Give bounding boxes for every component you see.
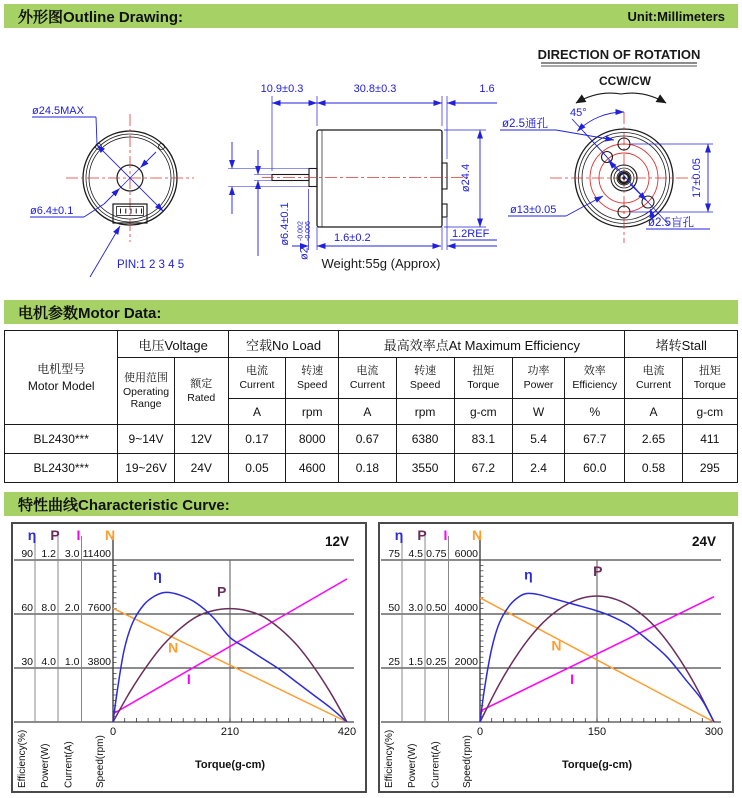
rear-labels <box>30 105 184 271</box>
svg-text:Power(W): Power(W) <box>40 743 51 788</box>
svg-text:0: 0 <box>109 726 117 738</box>
angle-label: 45° <box>570 107 587 119</box>
rear-connector-label: ø6.4±0.1 <box>30 205 74 217</box>
svg-text:4.5: 4.5 <box>408 548 423 560</box>
hole-pitch-label: 17±0.05 <box>691 158 703 198</box>
boss-diameter-label: ø6.4±0.1 <box>279 202 291 246</box>
blind-hole-label: ø2.5盲孔 <box>648 217 695 229</box>
rotation-arrow <box>576 93 666 103</box>
col-operating-range: 使用范围 Operating Range <box>118 358 174 425</box>
body-length-label: 30.8±0.3 <box>353 83 397 95</box>
svg-text:-0.002: -0.002 <box>297 221 305 241</box>
svg-text:300: 300 <box>704 726 724 738</box>
svg-text:25: 25 <box>388 656 400 668</box>
motor-body <box>317 130 442 227</box>
svg-text:50: 50 <box>388 602 400 614</box>
svg-text:1.5: 1.5 <box>408 656 423 668</box>
unit-cell: A <box>339 399 396 425</box>
svg-text:75: 75 <box>388 548 400 560</box>
svg-text:1.2: 1.2 <box>41 548 56 560</box>
rear-view <box>30 105 194 277</box>
model-header: 电机型号 Motor Model <box>5 331 118 425</box>
table-row: BL2430*** 9~14V 12V 0.17 8000 0.67 6380 83.1 5.4 67.7 2.65 411 <box>5 425 738 454</box>
svg-text:Efficiency(%): Efficiency(%) <box>384 729 395 788</box>
bolt-circle-label: ø13±0.05 <box>510 204 557 216</box>
svg-text:210: 210 <box>220 726 240 738</box>
table-row: BL2430*** 19~26V 24V 0.05 4600 0.18 3550 67.2 2.4 60.0 0.58 295 <box>5 454 738 483</box>
svg-text:η: η <box>394 527 404 543</box>
ref-label: 1.2REF <box>452 228 490 240</box>
svg-text:Speed(rpm): Speed(rpm) <box>462 735 473 788</box>
body-diameter-label: ø24.4 <box>460 163 472 193</box>
collar-width-label: 1.6±0.2 <box>334 232 371 244</box>
svg-text:P: P <box>216 583 227 600</box>
svg-text:7600: 7600 <box>87 602 111 614</box>
col-me-efficiency: 效率 Efficiency <box>565 358 625 399</box>
group-no-load: 空载No Load <box>228 331 338 358</box>
svg-text:N: N <box>471 527 483 543</box>
svg-text:3.0: 3.0 <box>408 602 423 614</box>
shaft-length-label: 10.9±0.3 <box>260 83 304 95</box>
svg-text:N: N <box>551 637 562 654</box>
svg-text:8.0: 8.0 <box>41 602 56 614</box>
through-hole-label: ø2.5通孔 <box>502 118 549 130</box>
col-rated: 额定 Rated <box>174 358 228 425</box>
svg-text:N: N <box>168 639 179 656</box>
svg-text:η: η <box>153 566 162 583</box>
unit-cell: % <box>565 399 625 425</box>
svg-text:60: 60 <box>21 602 33 614</box>
unit-cell: rpm <box>286 399 339 425</box>
ccw-cw-label: CCW/CW <box>599 74 651 88</box>
svg-text:N: N <box>104 527 116 543</box>
front-view <box>500 47 713 243</box>
svg-text:11400: 11400 <box>82 548 111 560</box>
svg-text:150: 150 <box>587 726 607 738</box>
motor-data-section-header <box>4 300 738 324</box>
col-me-speed: 转速 Speed <box>396 358 454 399</box>
svg-text:η: η <box>27 527 37 543</box>
svg-text:0: 0 <box>476 726 484 738</box>
col-me-current: 电流 Current <box>339 358 396 399</box>
svg-text:90: 90 <box>21 548 33 560</box>
svg-text:I: I <box>570 671 574 688</box>
svg-text:12V: 12V <box>324 534 349 549</box>
unit-cell: W <box>512 399 564 425</box>
weight-label: Weight:55g (Approx) <box>321 256 441 271</box>
chart-12v <box>11 522 367 793</box>
group-voltage: 电压Voltage <box>118 331 228 358</box>
curve-chart-svg <box>378 522 734 793</box>
rear-dimensions <box>30 117 163 277</box>
svg-text:Current(A): Current(A) <box>63 741 75 788</box>
curve-chart-svg <box>11 522 367 793</box>
boss-length-label: 1.6 <box>479 83 495 95</box>
svg-text:2000: 2000 <box>454 656 478 668</box>
svg-text:2.0: 2.0 <box>64 602 80 614</box>
motor-data-title: 电机参数Motor Data: <box>18 304 162 322</box>
col-nl-speed: 转速 Speed <box>286 358 339 399</box>
characteristic-curves <box>11 522 738 793</box>
svg-text:I: I <box>76 527 81 543</box>
col-me-power: 功率 Power <box>512 358 564 399</box>
svg-text:I: I <box>186 671 191 688</box>
svg-text:1.0: 1.0 <box>64 656 80 668</box>
unit-cell: A <box>228 399 285 425</box>
svg-text:η: η <box>524 566 533 583</box>
motor-data-table <box>4 330 738 483</box>
svg-text:Torque(g-cm): Torque(g-cm) <box>561 759 633 771</box>
svg-text:0.25: 0.25 <box>426 656 447 668</box>
svg-text:P: P <box>593 563 603 580</box>
unit-label: Unit:Millimeters <box>627 8 725 24</box>
outline-drawing <box>0 28 742 296</box>
svg-text:0.75: 0.75 <box>426 548 447 560</box>
svg-text:P: P <box>417 527 427 543</box>
svg-text:Current(A): Current(A) <box>430 741 442 788</box>
col-nl-current: 电流 Current <box>228 358 285 399</box>
svg-text:Speed(rpm): Speed(rpm) <box>95 735 106 788</box>
svg-text:P: P <box>50 527 60 543</box>
col-me-torque: 扭矩 Torque <box>454 358 512 399</box>
outline-drawing-svg <box>0 28 742 296</box>
curve-section-header <box>4 492 738 516</box>
svg-text:6000: 6000 <box>454 548 478 560</box>
svg-text:420: 420 <box>337 726 357 738</box>
shaft-diameter-label <box>298 221 313 260</box>
pin-label: PIN:1 2 3 4 5 <box>117 259 185 271</box>
side-labels <box>261 83 495 260</box>
chart-24v <box>378 522 734 793</box>
unit-cell: rpm <box>396 399 454 425</box>
outline-section-header <box>4 4 738 28</box>
svg-text:4000: 4000 <box>454 602 478 614</box>
svg-text:Power(W): Power(W) <box>407 743 418 788</box>
svg-text:I: I <box>443 527 448 543</box>
col-stall-torque: 扭矩 Torque <box>682 358 737 399</box>
svg-text:3800: 3800 <box>87 656 111 668</box>
svg-text:Torque(g-cm): Torque(g-cm) <box>194 759 266 771</box>
svg-text:Efficiency(%): Efficiency(%) <box>17 729 28 788</box>
svg-text:ø2: ø2 <box>298 247 311 260</box>
group-stall: 堵转Stall <box>625 331 738 358</box>
outline-header-title: 外形图Outline Drawing: <box>18 8 184 26</box>
direction-title: DIRECTION OF ROTATION <box>537 47 701 62</box>
unit-cell: A <box>625 399 682 425</box>
front-labels <box>502 107 703 229</box>
svg-text:3.0: 3.0 <box>64 548 80 560</box>
col-stall-current: 电流 Current <box>625 358 682 399</box>
svg-text:-0.006: -0.006 <box>305 221 312 241</box>
group-max-efficiency: 最高效率点At Maximum Efficiency <box>339 331 625 358</box>
rear-diameter-label: ø24.5MAX <box>32 105 84 117</box>
svg-text:0.50: 0.50 <box>426 602 447 614</box>
side-view <box>228 83 497 271</box>
unit-cell: g-cm <box>454 399 512 425</box>
curve-title: 特性曲线Characteristic Curve: <box>18 496 230 514</box>
svg-text:24V: 24V <box>691 534 716 549</box>
svg-text:30: 30 <box>21 656 33 668</box>
svg-text:4.0: 4.0 <box>41 656 56 668</box>
unit-cell: g-cm <box>682 399 737 425</box>
